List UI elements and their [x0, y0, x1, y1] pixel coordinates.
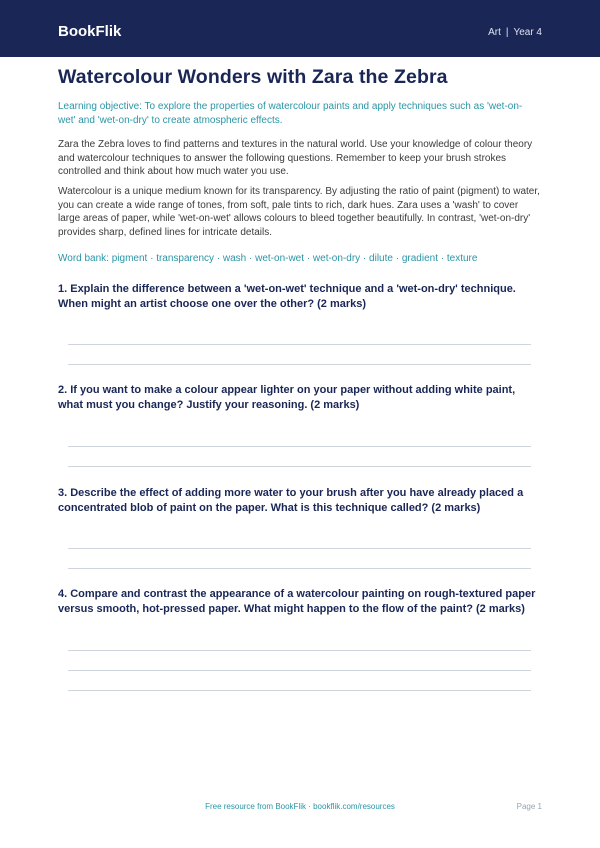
- answer-line-q1-1[interactable]: [68, 344, 531, 345]
- answer-line-q1-2[interactable]: [68, 364, 531, 365]
- question-4: 4. Compare and contrast the appearance of a watercolour painting on rough-textured paper versus smooth, hot-pressed paper. What might happen to the flow of the paint? (2 marks): [58, 588, 536, 615]
- subject-year-label: [488, 27, 542, 39]
- footer-resource-link[interactable]: Free resource from BookFlik · bookflik.com/resources: [205, 802, 395, 811]
- intro-paragraph-1: Zara the Zebra loves to find patterns and textures in the natural world. Use your knowledge of colour theory and watercolour techniques to answer the following questions. Remember to keep your brush strokes controlled and think about how much water you use.: [58, 139, 533, 178]
- meta-separator: |: [505, 27, 509, 38]
- answer-line-q2-2[interactable]: [68, 466, 531, 467]
- answer-line-q4-1[interactable]: [68, 650, 531, 651]
- page-header: [0, 0, 600, 57]
- page-number: Page 1: [516, 802, 542, 811]
- answer-line-q3-1[interactable]: [68, 548, 531, 549]
- question-2: 2. If you want to make a colour appear lighter on your paper without adding white paint, what must you change? Justify your reasoning. (2 marks): [58, 384, 516, 411]
- answer-line-q2-1[interactable]: [68, 446, 531, 447]
- brand-logo-text: BookFlik: [58, 23, 122, 40]
- subject-label: Art: [488, 27, 501, 38]
- answer-line-q3-2[interactable]: [68, 568, 531, 569]
- intro-paragraph-2: Watercolour is a unique medium known for its transparency. By adjusting the ratio of paint (pigment) to water, you can create a wide range of tones, from soft, pale tints to rich, dark hues. Zara uses a 'wash' to cover large areas of paper, while 'wet-on-wet' allows colours to bleed together beautifully. In contrast, 'wet-on-dry' provides sharp, defined lines for intricate details.: [58, 186, 540, 238]
- word-bank: Word bank: pigment · transparency · wash · wet-on-wet · wet-on-dry · dilute · gradient · texture: [58, 253, 478, 264]
- answer-line-q4-3[interactable]: [68, 690, 531, 691]
- learning-objective: Learning objective: To explore the properties of watercolour paints and apply techniques such as 'wet-on-wet' and 'wet-on-dry' to create atmospheric effects.: [58, 101, 523, 126]
- question-1: 1. Explain the difference between a 'wet-on-wet' technique and a 'wet-on-dry' technique. When might an artist choose one over the other? (2 marks): [58, 283, 516, 310]
- answer-line-q4-2[interactable]: [68, 670, 531, 671]
- worksheet-title: Watercolour Wonders with Zara the Zebra: [58, 66, 448, 88]
- question-3: 3. Describe the effect of adding more water to your brush after you have already placed a concentrated blob of paint on the paper. What is this technique called? (2 marks): [58, 487, 524, 514]
- year-label: Year 4: [513, 27, 542, 38]
